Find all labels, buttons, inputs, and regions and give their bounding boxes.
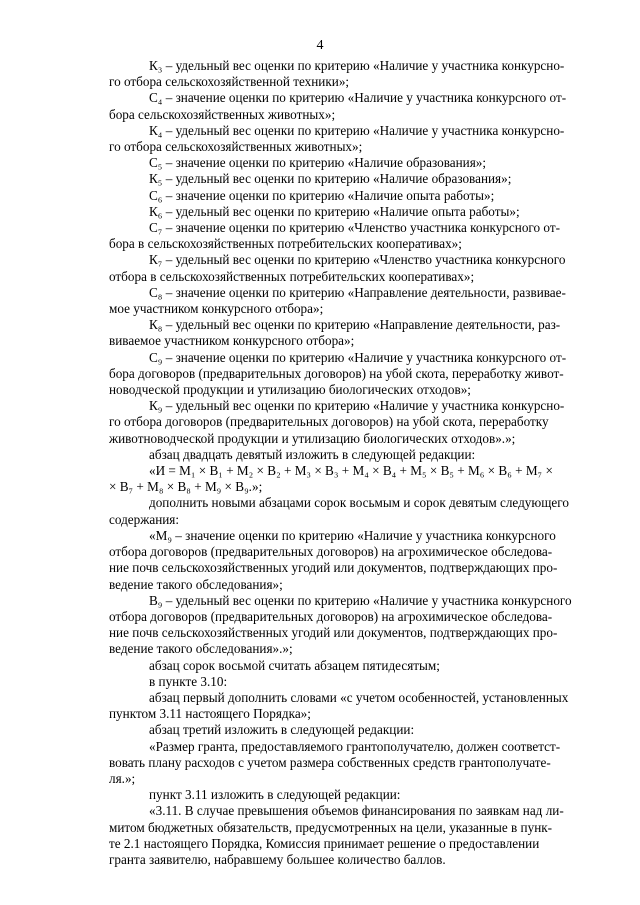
text-line: пункт 3.11 изложить в следующей редакции: xyxy=(149,787,401,803)
text-line: ведение такого обследования»; xyxy=(109,576,283,592)
text-line: С₆ – значение оценки по критерию «Наличие опыта работы»; xyxy=(149,187,495,203)
text-line: бора в сельскохозяйственных потребительских кооперативах»; xyxy=(109,236,462,252)
text-line: С₉ – значение оценки по критерию «Наличие у участника конкурсного от- xyxy=(149,349,567,365)
text-line: го отбора сельскохозяйственной техники»; xyxy=(109,74,350,90)
text-line: абзац первый дополнить словами «с учетом особенностей, установленных xyxy=(149,689,569,705)
text-line: го отбора договоров (предварительных договоров) на убой скота, переработку xyxy=(109,414,549,430)
text-line: ля.»; xyxy=(109,770,136,786)
text-line: С₈ – значение оценки по критерию «Направление деятельности, развивае- xyxy=(149,284,566,300)
paragraph xyxy=(109,803,564,868)
text-line: мое участником конкурсного отбора»; xyxy=(109,301,324,317)
text-line: животноводческой продукции и утилизацию биологических отходов».»; xyxy=(109,430,516,446)
text-line: К₆ – удельный вес оценки по критерию «Наличие опыта работы»; xyxy=(149,203,520,219)
text-line: абзац третий изложить в следующей редакции: xyxy=(149,722,415,738)
text-line: ние почв сельскохозяйственных угодий или документов, подтверждающих про- xyxy=(109,560,558,576)
text-line: ведение такого обследования».»; xyxy=(109,641,293,657)
paragraph xyxy=(109,398,565,447)
paragraph xyxy=(109,349,567,399)
text-line: С₇ – значение оценки по критерию «Членство участника конкурсного от- xyxy=(149,220,560,236)
paragraph xyxy=(109,284,566,317)
paragraph xyxy=(109,738,561,788)
text-line: «М₉ – значение оценки по критерию «Наличие у участника конкурсного xyxy=(149,527,556,543)
paragraph xyxy=(109,527,558,593)
paragraph xyxy=(109,722,539,738)
text-line: абзац сорок восьмой считать абзацем пятидесятым; xyxy=(149,657,440,673)
text-line: виваемое участником конкурсного отбора»; xyxy=(109,333,355,349)
text-line: ние почв сельскохозяйственных угодий или документов, подтверждающих про- xyxy=(109,625,558,641)
text-line: «Размер гранта, предоставляемого грантополучателю, должен соответст- xyxy=(149,738,561,754)
text-line: С₅ – значение оценки по критерию «Наличие образования»; xyxy=(149,155,487,171)
paragraph xyxy=(109,220,560,252)
text-line: бора договоров (предварительных договоров) на убой скота, переработку живот- xyxy=(109,365,564,381)
page-number: 4 xyxy=(316,38,324,53)
text-line: С₄ – значение оценки по критерию «Наличие у участника конкурсного от- xyxy=(149,90,567,106)
text-line: гранта заявителю, набравшему большее количество баллов. xyxy=(109,851,446,867)
text-line: новодческой продукции и утилизацию биологических отходов»; xyxy=(109,382,471,398)
text-line: «И = М₁ × В₁ + М₂ × В₂ + М₃ × В₃ + М₄ × В₄ + М₅ × В₅ + М₆ × В₆ + М₇ × xyxy=(149,463,553,479)
text-line: в пункте 3.10: xyxy=(149,673,228,689)
paragraph xyxy=(109,58,565,90)
text-line: вовать плану расходов с учетом размера собственных средств грантополучате- xyxy=(109,754,551,770)
text-line: митом бюджетных обязательств, предусмотренных на цели, указанные в пунк- xyxy=(109,819,553,835)
text-line: го отбора сельскохозяйственных животных»; xyxy=(109,139,363,155)
paragraph xyxy=(109,188,539,204)
text-line: К₄ – удельный вес оценки по критерию «Наличие у участника конкурсно- xyxy=(149,122,565,138)
document-body xyxy=(109,58,572,868)
text-line: содержания: xyxy=(109,511,180,527)
text-line: бора сельскохозяйственных животных»; xyxy=(109,106,336,122)
text-line: пунктом 3.11 настоящего Порядка»; xyxy=(109,706,311,722)
paragraph xyxy=(109,463,553,495)
paragraph xyxy=(109,155,539,171)
text-line: К₃ – удельный вес оценки по критерию «Наличие у участника конкурсно- xyxy=(149,58,565,73)
paragraph xyxy=(109,674,539,690)
text-line: × В₇ + М₈ × В₈ + М₉ × В₉.»; xyxy=(109,479,263,495)
text-line: абзац двадцать девятый изложить в следующей редакции: xyxy=(149,446,476,462)
paragraph xyxy=(109,204,539,220)
text-line: отбора договоров (предварительных договоров) на агрохимическое обследова- xyxy=(109,544,553,560)
paragraph xyxy=(109,495,569,527)
text-line: «3.11. В случае превышения объемов финансирования по заявкам над ли- xyxy=(149,803,564,819)
paragraph xyxy=(109,658,539,674)
text-line: К₈ – удельный вес оценки по критерию «Направление деятельности, раз- xyxy=(149,317,561,333)
text-line: К₉ – удельный вес оценки по критерию «Наличие у участника конкурсно- xyxy=(149,398,565,414)
text-line: отбора в сельскохозяйственных потребительских кооперативах»; xyxy=(109,268,475,284)
text-line: дополнить новыми абзацами сорок восьмым и сорок девятым следующего xyxy=(149,495,569,511)
paragraph xyxy=(109,317,561,349)
paragraph xyxy=(109,787,539,803)
text-line: те 2.1 настоящего Порядка, Комиссия принимает решение о предоставлении xyxy=(109,835,540,851)
text-line: отбора договоров (предварительных договоров) на агрохимическое обследова- xyxy=(109,608,553,624)
paragraph xyxy=(109,689,569,722)
paragraph xyxy=(109,447,539,463)
text-line: В₉ – удельный вес оценки по критерию «Наличие у участника конкурсного xyxy=(149,592,572,608)
paragraph xyxy=(109,592,572,658)
paragraph xyxy=(109,252,566,284)
paragraph xyxy=(109,122,565,155)
text-line: К₅ – удельный вес оценки по критерию «Наличие образования»; xyxy=(149,171,512,187)
paragraph xyxy=(109,90,567,122)
paragraph xyxy=(109,171,539,187)
text-line: К₇ – удельный вес оценки по критерию «Членство участника конкурсного xyxy=(149,252,566,268)
